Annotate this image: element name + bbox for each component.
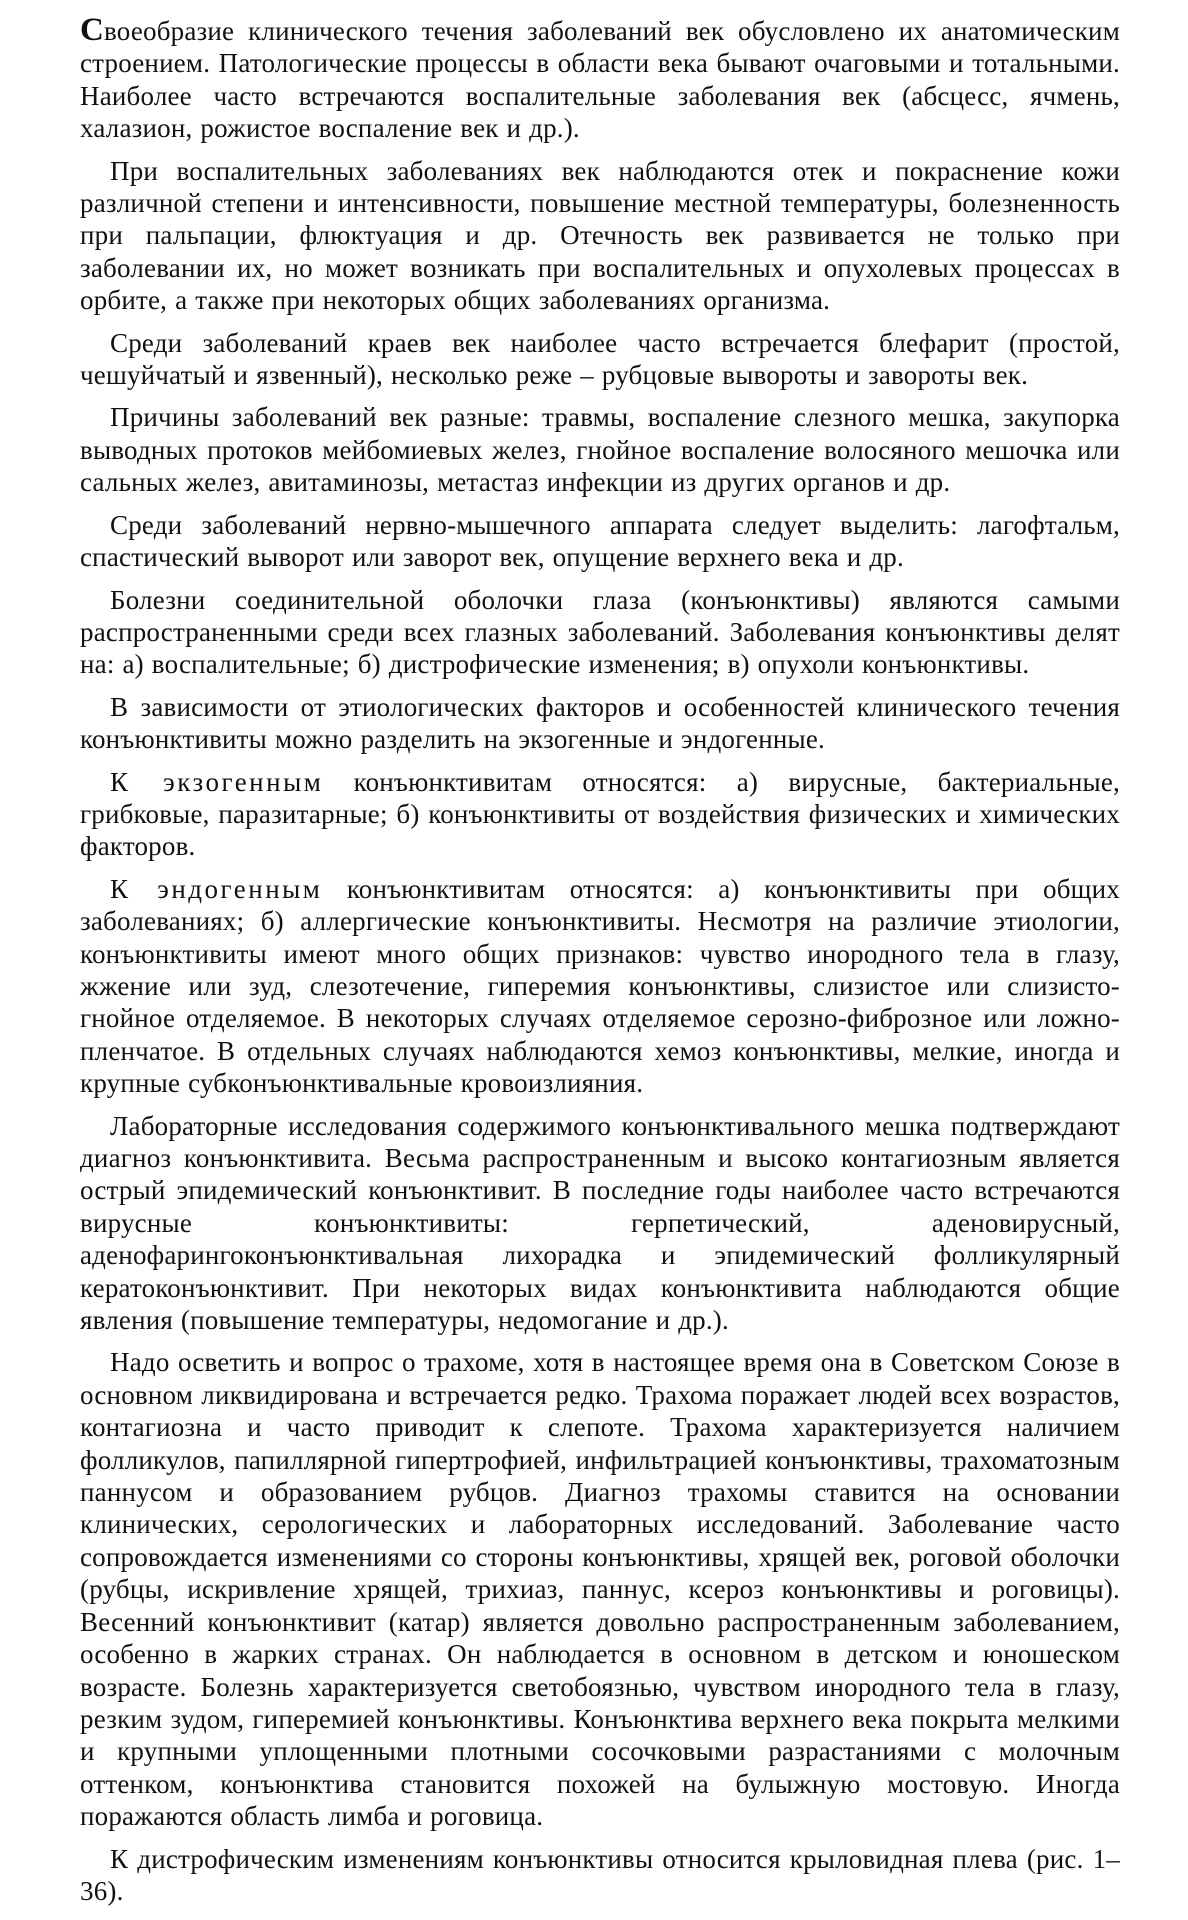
paragraph-blepharitis: [80, 327, 1120, 392]
paragraph-text: Лабораторные исследования содержимого конъюнктивального мешка подтверждают диагноз конъюнктивита. Весьма распространенным и высоко контагиозным является острый эпидемический конъюнктивит. В последние годы наиболее часто встречаются вирусные конъюнктивиты: герпетический, аденовирусный, аденофарингоконъюнктивальная лихорадка и эпидемический фолликулярный кератоконъюнктивит. При некоторых видах конъюнктивита наблюдаются общие явления (повышение температуры, недомогание и др.).: [80, 1110, 1120, 1336]
paragraph-trachoma: [80, 1346, 1120, 1832]
paragraph-text: Среди заболеваний нервно-мышечного аппарата следует выделить: лагофтальм, спастический выворот или заворот век, опущение верхнего века и др.: [80, 509, 1120, 573]
paragraph-causes: [80, 401, 1120, 498]
paragraph-exogenous: [80, 766, 1120, 863]
paragraph-dystrophic: [80, 1843, 1120, 1908]
paragraph-text: Причины заболеваний век разные: травмы, воспаление слезного мешка, закупорка выводных протоков мейбомиевых желез, гнойное воспаление волосяного мешочка или сальных желез, авитаминозы, метастаз инфекции из других органов и др.: [80, 402, 1120, 498]
paragraph-text: Болезни соединительной оболочки глаза (конъюнктивы) являются самыми распространенными среди всех глазных заболеваний. Заболевания конъюнктивы делят на: а) воспалительные; б) дистрофические изменения; в) опухоли конъюнктивы.: [80, 584, 1120, 680]
spaced-term: К экзогенным: [110, 766, 324, 797]
paragraph-text: воеобразие клинического течения заболеваний век обусловлено их анатомическим строением. Патологические процессы в области века бывают очаговыми и тотальными. Наиболее часто встречаются воспалительные заболевания век (абсцесс, ячмень, халазион, рожистое воспаление век и др.).: [80, 16, 1120, 144]
paragraph-inflammatory-symptoms: [80, 155, 1120, 317]
paragraph-text: В зависимости от этиологических факторов и особенностей клинического течения конъюнктивиты можно разделить на экзогенные и эндогенные.: [80, 691, 1120, 755]
paragraph-text: Надо осветить и вопрос о трахоме, хотя в настоящее время она в Советском Союзе в основном ликвидирована и встречается редко. Трахома поражает людей всех возрастов, контагиозна и часто приводит к слепоте. Трахома характеризуется наличием фолликулов, папиллярной гипертрофией, инфильтрацией конъюнктивы, трахоматозным паннусом и образованием рубцов. Диагноз трахомы ставится на основании клинических, серологических и лабораторных исследований. Заболевание часто сопровождается изменениями со стороны конъюнктивы, хрящей век, роговой оболочки (рубцы, искривление хрящей, трихиаз, паннус, ксероз конъюнктивы и роговицы). Весенний конъюнктивит (катар) является довольно распространенным заболеванием, особенно в жарких странах. Он наблюдается в основном в детском и юношеском возрасте. Болезнь характеризуется светобоязнью, чувством инородного тела в глазу, резким зудом, гиперемией конъюнктивы. Конъюнктива верхнего века покрыта мелкими и крупными уплощенными плотными сосочковыми разрастаниями с молочным оттенком, конъюнктива становится похожей на булыжную мостовую. Иногда поражаются область лимба и роговица.: [80, 1347, 1120, 1832]
paragraph-eyelid-anatomy: [80, 14, 1120, 145]
document-page: [80, 14, 1120, 1917]
paragraph-text: При воспалительных заболеваниях век наблюдаются отек и покраснение кожи различной степени и интенсивности, повышение местной температуры, болезненность при пальпации, флюктуация и др. Отечность век развивается не только при заболевании их, но может возникать при воспалительных и опухолевых процессах в орбите, а также при некоторых общих заболеваниях организма.: [80, 155, 1120, 316]
paragraph-etiology: [80, 691, 1120, 756]
paragraph-conjunctiva-diseases: [80, 584, 1120, 681]
spaced-term: К эндогенным: [110, 873, 323, 904]
paragraph-text: К дистрофическим изменениям конъюнктивы относится крыловидная плева (рис. 1–36).: [80, 1843, 1120, 1906]
paragraph-text: конъюнктивитам относятся: а) вирусные, бактериальные, грибковые, паразитарные; б) конъюнктивиты от воздействия физических и химических факторов.: [80, 766, 1120, 862]
drop-cap-letter: С: [80, 12, 105, 48]
paragraph-text: Среди заболеваний краев век наиболее часто встречается блефарит (простой, чешуйчатый и язвенный), несколько реже – рубцовые вывороты и завороты век.: [80, 327, 1120, 391]
paragraph-text: конъюнктивитам относятся: а) конъюнктивиты при общих заболеваниях; б) аллергические конъюнктивиты. Несмотря на различие этиологии, конъюнктивиты имеют много общих признаков: чувство инородного тела в глазу, жжение или зуд, слезотечение, гиперемия конъюнктивы, слизистое или слизисто-гнойное отделяемое. В некоторых случаях отделяемое серозно-фиброзное или ложно-пленчатое. В отдельных случаях наблюдаются хемоз конъюнктивы, мелкие, иногда и крупные субконъюнктивальные кровоизлияния.: [80, 873, 1120, 1099]
paragraph-endogenous: [80, 873, 1120, 1100]
paragraph-neuromuscular: [80, 509, 1120, 574]
paragraph-lab-tests: [80, 1110, 1120, 1337]
